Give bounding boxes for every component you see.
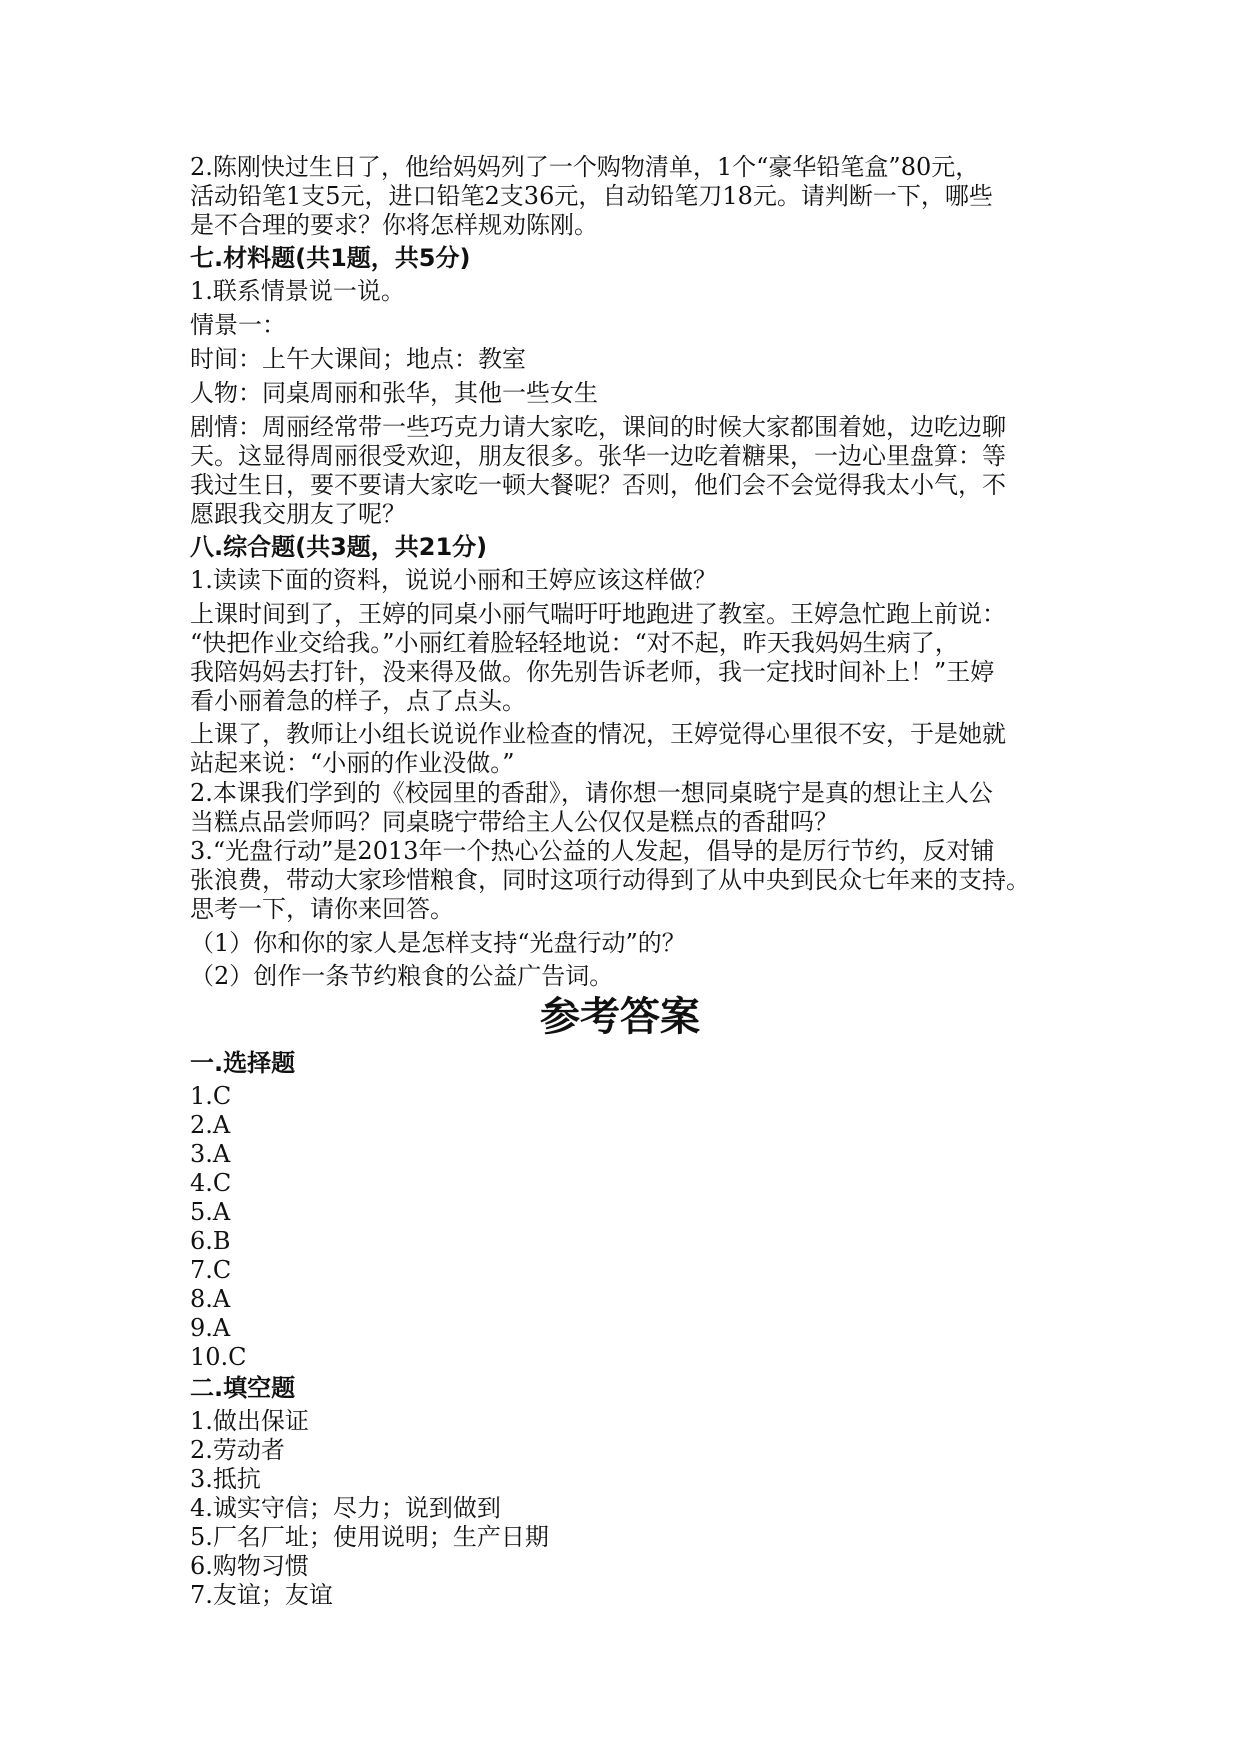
- answer-item: 9.A: [190, 1314, 231, 1342]
- section8-heading: 八.综合题(共3题，共21分): [190, 533, 488, 561]
- scene-label: 情景一：: [190, 311, 286, 339]
- answer-item: 2.A: [190, 1111, 231, 1139]
- scene-plot-line-3: 我过生日，要不要请大家吃一顿大餐呢？否则，他们会不会觉得我太小气，不: [190, 471, 1006, 499]
- q3-line-3: 思考一下，请你来回答。: [190, 895, 454, 923]
- scene-time: 时间：上午大课间；地点：教室: [190, 345, 526, 373]
- scene-people: 人物：同桌周丽和张华，其他一些女生: [190, 379, 598, 407]
- answers-title: 参考答案: [540, 994, 700, 1040]
- answers-part2-heading: 二.填空题: [190, 1374, 296, 1402]
- q1-para2-line-1: 上课了，教师让小组长说说作业检查的情况，王婷觉得心里很不安，于是她就: [190, 720, 1006, 748]
- q1-para1-line-3: 我陪妈妈去打针，没来得及做。你先别告诉老师，我一定找时间补上！”王婷: [190, 658, 995, 686]
- q3-sub1: （1）你和你的家人是怎样支持“光盘行动”的？: [190, 929, 686, 957]
- q6-2-line-1: 2.陈刚快过生日了，他给妈妈列了一个购物清单，1个“豪华铅笔盒”80元，: [190, 153, 980, 181]
- answer-item: 5.A: [190, 1198, 231, 1226]
- q2-line-2: 当糕点品尝师吗？同桌晓宁带给主人公仅仅是糕点的香甜吗？: [190, 808, 838, 836]
- answer-item: 1.C: [190, 1082, 232, 1110]
- answer-item: 7.C: [190, 1256, 232, 1284]
- answer-item: 6.购物习惯: [190, 1552, 309, 1580]
- q3-line-1: 3.“光盘行动”是2013年一个热心公益的人发起，倡导的是厉行节约，反对铺: [190, 837, 995, 865]
- scene-plot-line-2: 天。这显得周丽很受欢迎，朋友很多。张华一边吃着糖果，一边心里盘算：等: [190, 442, 1006, 470]
- q1-para1-line-2: “快把作业交给我。”小丽红着脸轻轻地说：“对不起，昨天我妈妈生病了，: [190, 629, 959, 657]
- q6-2-line-3: 是不合理的要求？你将怎样规劝陈刚。: [190, 211, 598, 239]
- answer-item: 3.抵抗: [190, 1465, 261, 1493]
- answer-item: 7.友谊；友谊: [190, 1581, 333, 1609]
- q1-para1-line-4: 看小丽着急的样子，点了点头。: [190, 687, 526, 715]
- q2-line-1: 2.本课我们学到的《校园里的香甜》，请你想一想同桌晓宁是真的想让主人公: [190, 779, 993, 807]
- answer-item: 4.C: [190, 1169, 232, 1197]
- answer-item: 3.A: [190, 1140, 231, 1168]
- q1-para1-line-1: 上课时间到了，王婷的同桌小丽气喘吁吁地跑进了教室。王婷急忙跑上前说：: [190, 600, 1006, 628]
- scene-plot-line-4: 愿跟我交朋友了呢？: [190, 500, 406, 528]
- section7-heading: 七.材料题(共1题，共5分): [190, 244, 471, 272]
- answer-item: 10.C: [190, 1343, 247, 1371]
- q3-sub2: （2）创作一条节约粮食的公益广告词。: [190, 962, 614, 990]
- answers-part1-heading: 一.选择题: [190, 1049, 296, 1077]
- answer-item: 5.厂名厂址；使用说明；生产日期: [190, 1523, 549, 1551]
- section7-q1: 1.联系情景说一说。: [190, 277, 405, 305]
- answer-item: 1.做出保证: [190, 1407, 309, 1435]
- q1-para2-line-2: 站起来说：“小丽的作业没做。”: [190, 749, 515, 777]
- answer-item: 2.劳动者: [190, 1436, 285, 1464]
- scene-plot-line-1: 剧情：周丽经常带一些巧克力请大家吃，课间的时候大家都围着她，边吃边聊: [190, 413, 1006, 441]
- answer-item: 8.A: [190, 1285, 231, 1313]
- q6-2-line-2: 活动铅笔1支5元，进口铅笔2支36元，自动铅笔刀18元。请判断一下，哪些: [190, 182, 993, 210]
- section8-q1: 1.读读下面的资料，说说小丽和王婷应该这样做？: [190, 566, 717, 594]
- answer-item: 4.诚实守信；尽力；说到做到: [190, 1494, 501, 1522]
- q3-line-2: 张浪费，带动大家珍惜粮食，同时这项行动得到了从中央到民众七年来的支持。: [190, 866, 1030, 894]
- answer-item: 6.B: [190, 1227, 231, 1255]
